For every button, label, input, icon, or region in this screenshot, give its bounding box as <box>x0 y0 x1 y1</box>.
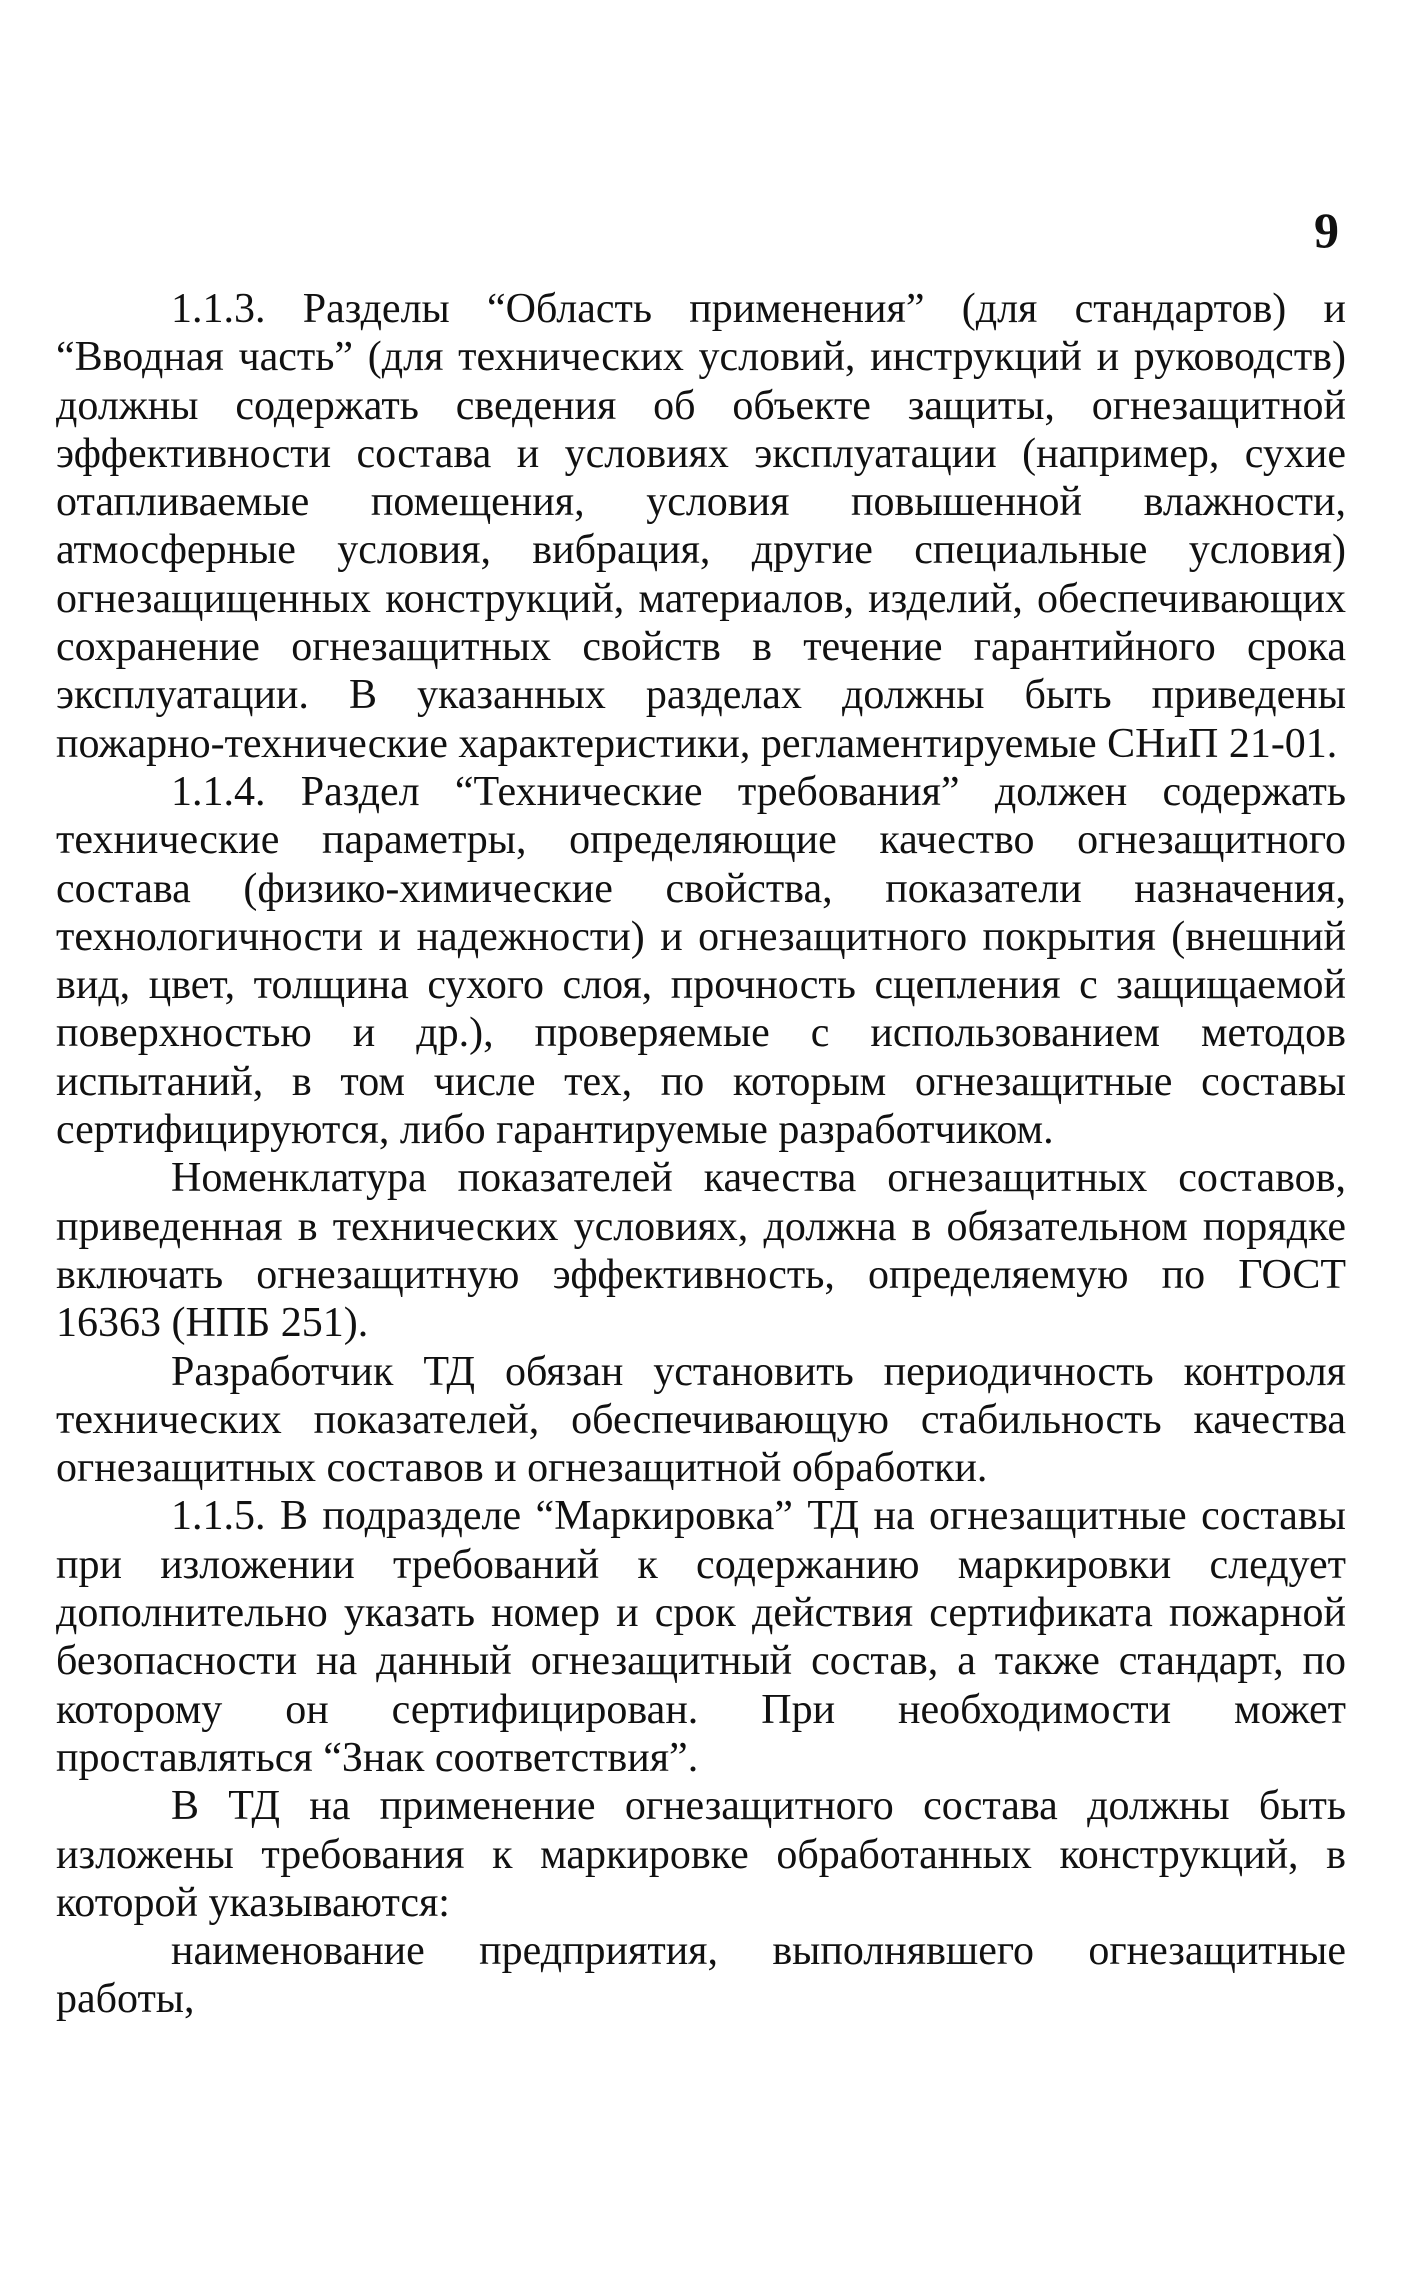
page-number: 9 <box>1314 202 1339 258</box>
paragraph-marking-requirements: В ТД на применение огнезащитного состава должны быть изложены требования к маркировке обработанных конструкций, в которой указываются: <box>56 1783 1346 1926</box>
paragraph-1-1-3: 1.1.3. Разделы “Область применения” (для стандартов) и “Вводная часть” (для технических условий, инструкций и руководств) должны содержать сведения об объекте защиты, огнезащитной эффективности состава и условиях эксплуатации (например, сухие отапливаемые помещения, условия повышенной влажности, атмосферные условия, вибрация, другие специальные условия) огнезащищенных конструкций, материалов, изделий, обеспечивающих сохранение огнезащитных свойств в течение гарантийного срока эксплуатации. В указанных разделах должны быть приведены пожарно-технические характеристики, регламентируемые СНиП 21-01. <box>56 286 1346 767</box>
paragraph-developer: Разработчик ТД обязан установить периодичность контроля технических показателей, обеспечивающую стабильность качества огнезащитных составов и огнезащитной обработки. <box>56 1348 1346 1492</box>
list-item: наименование предприятия, выполнявшего огнезащитные работы, <box>56 1928 1346 2023</box>
paragraph-1-1-5: 1.1.5. В подразделе “Маркировка” ТД на огнезащитные составы при изложении требований к содержанию маркировки следует дополнительно указать номер и срок действия сертификата пожарной безопасности на данный огнезащитный состав, а также стандарт, по которому он сертифицирован. При необходимости может проставляться “Знак соответствия”. <box>56 1493 1346 1781</box>
paragraph-nomenclature: Номенклатура показателей качества огнезащитных составов, приведенная в технических условиях, должна в обязательном порядке включать огнезащитную эффективность, определяемую по ГОСТ 16363 (НПБ 251). <box>56 1155 1346 1347</box>
paragraph-1-1-4: 1.1.4. Раздел “Технические требования” должен содержать технические параметры, определяющие качество огнезащитного состава (физико-химические свойства, показатели назначения, технологичности и надежности) и огнезащитного покрытия (внешний вид, цвет, толщина сухого слоя, прочность сцепления с защищаемой поверхностью и др.), проверяемые с использованием методов испытаний, в том числе тех, по которым огнезащитные составы сертифицируются, либо гарантируемые разработчиком. <box>56 768 1346 1154</box>
body-text <box>56 285 1346 2024</box>
